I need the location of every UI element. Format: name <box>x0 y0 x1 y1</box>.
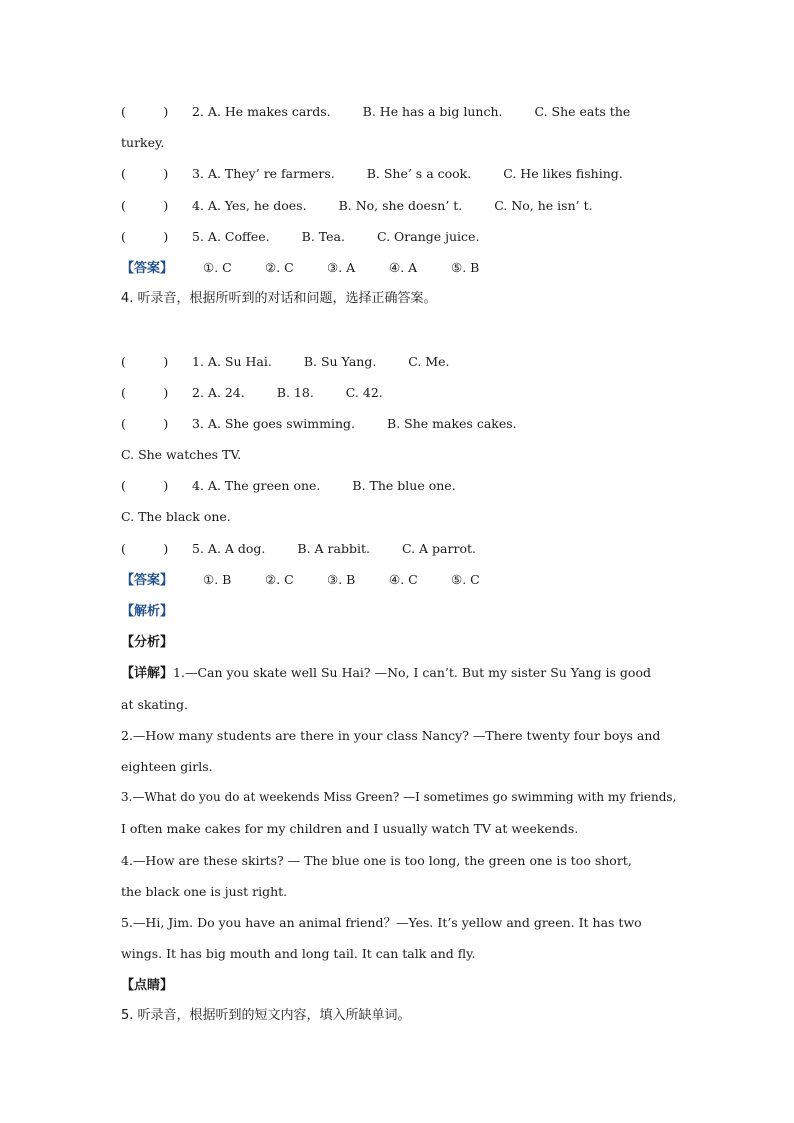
answer-blank: ( ) <box>121 166 169 182</box>
question-number: 3. <box>192 166 204 182</box>
answer-item: ②. C <box>265 259 294 275</box>
question-number: 2. <box>192 104 204 119</box>
answer-row-4 <box>121 564 677 595</box>
option-c: C. She watches TV. <box>121 447 242 463</box>
answer-item: ①. C <box>203 259 232 275</box>
question-3-2 <box>121 96 677 127</box>
answer-label: 【答案】 <box>121 572 174 588</box>
question-number: 4. <box>192 478 204 494</box>
option-c: C. No, he isn’ t. <box>494 197 593 213</box>
answer-item: ③. B <box>327 571 356 587</box>
answer-blank: ( ) <box>121 415 169 431</box>
question-number: 3. <box>192 415 204 431</box>
answer-blank: ( ) <box>121 353 169 369</box>
option-c: C. Me. <box>408 353 450 369</box>
detail-4-continued: the black one is just right. <box>121 883 288 899</box>
answer-blank: ( ) <box>121 197 169 213</box>
dianjing-row <box>121 969 677 1000</box>
dianjing-label: 【点睛】 <box>121 978 174 994</box>
question-4-4 <box>121 470 677 501</box>
document-page <box>121 96 677 1032</box>
answer-blank: ( ) <box>121 104 169 119</box>
option-c: C. She eats the <box>534 104 631 119</box>
option-b: B. He has a big lunch. <box>362 104 503 119</box>
question-number: 4. <box>192 197 204 213</box>
option-a: A. Coffee. <box>207 228 270 244</box>
question-3-3 <box>121 158 677 189</box>
detail-text: 1.—Can you skate well Su Hai? —No, I can’t. But my sister Su Yang is good <box>173 665 651 681</box>
option-a: A. He makes cards. <box>207 104 331 119</box>
option-c: C. The black one. <box>121 509 231 525</box>
answer-blank: ( ) <box>121 384 169 400</box>
option-a: A. She goes swimming. <box>207 415 356 431</box>
option-a: A. They’ re farmers. <box>207 166 335 182</box>
option-c: C. He likes fishing. <box>503 166 623 182</box>
question-3-5 <box>121 221 677 252</box>
analysis-label: 【解析】 <box>121 604 174 619</box>
option-b: B. A rabbit. <box>297 540 370 556</box>
analysis-row <box>121 595 677 626</box>
question-4-1 <box>121 346 677 377</box>
option-a: A. Yes, he does. <box>207 197 307 213</box>
option-c: C. 42. <box>345 384 383 400</box>
question-3-2-continued: turkey. <box>121 135 165 151</box>
answer-blank: ( ) <box>121 540 169 556</box>
option-a: A. A dog. <box>207 540 266 556</box>
question-4-3 <box>121 408 677 439</box>
fenxi-label: 【分析】 <box>121 635 174 651</box>
detail-4: 4.—How are these skirts? — The blue one is too long, the green one is too short, <box>121 852 632 868</box>
detail-5: 5.—Hi, Jim. Do you have an animal friend？—Yes. It’s yellow and green. It has two <box>121 914 642 930</box>
answer-item: ⑤. C <box>451 571 480 587</box>
question-3-4 <box>121 190 677 221</box>
option-c: C. A parrot. <box>401 540 476 556</box>
option-a: A. 24. <box>207 384 245 400</box>
answer-item: ①. B <box>203 571 232 587</box>
answer-item: ③. A <box>327 259 356 275</box>
question-4-2 <box>121 377 677 408</box>
answer-item: ⑤. B <box>451 259 480 275</box>
detail-2: 2.—How many students are there in your class Nancy? —There twenty four boys and <box>121 727 661 743</box>
answer-label: 【答案】 <box>121 260 174 276</box>
option-b: B. She makes cakes. <box>387 415 517 431</box>
option-b: B. Tea. <box>301 228 345 244</box>
option-c: C. Orange juice. <box>376 228 480 244</box>
option-a: A. The green one. <box>207 478 321 494</box>
answer-row-3 <box>121 252 677 283</box>
option-a: A. Su Hai. <box>207 353 272 369</box>
question-number: 1. <box>192 353 204 369</box>
answer-item: ④. A <box>389 259 418 275</box>
detail-1 <box>121 657 677 688</box>
option-b: B. She’ s a cook. <box>366 166 472 182</box>
section-4-heading: 4. 听录音，根据所听到的对话和问题，选择正确答案。 <box>121 291 437 307</box>
option-b: B. No, she doesn’ t. <box>338 197 463 213</box>
question-4-5 <box>121 533 677 564</box>
detail-1-continued: at skating. <box>121 696 188 712</box>
option-b: B. Su Yang. <box>303 353 377 369</box>
detail-3: 3.—What do you do at weekends Miss Green? —I sometimes go swimming with my friends, <box>121 790 677 805</box>
answer-blank: ( ) <box>121 478 169 494</box>
question-number: 5. <box>192 228 204 244</box>
answer-blank: ( ) <box>121 228 169 244</box>
section-5-heading: 5. 听录音，根据听到的短文内容，填入所缺单词。 <box>121 1008 411 1024</box>
question-number: 5. <box>192 540 204 556</box>
detail-5-continued: wings. It has big mouth and long tail. It can talk and fly. <box>121 946 476 962</box>
option-b: B. 18. <box>276 384 314 400</box>
answer-item: ②. C <box>265 571 294 587</box>
fenxi-row <box>121 626 677 657</box>
question-number: 2. <box>192 384 204 400</box>
detail-label: 【详解】 <box>121 666 174 682</box>
option-b: B. The blue one. <box>352 478 456 494</box>
detail-3-continued: I often make cakes for my children and I usually watch TV at weekends. <box>121 821 579 837</box>
detail-2-continued: eighteen girls. <box>121 758 213 774</box>
answer-item: ④. C <box>389 571 418 587</box>
